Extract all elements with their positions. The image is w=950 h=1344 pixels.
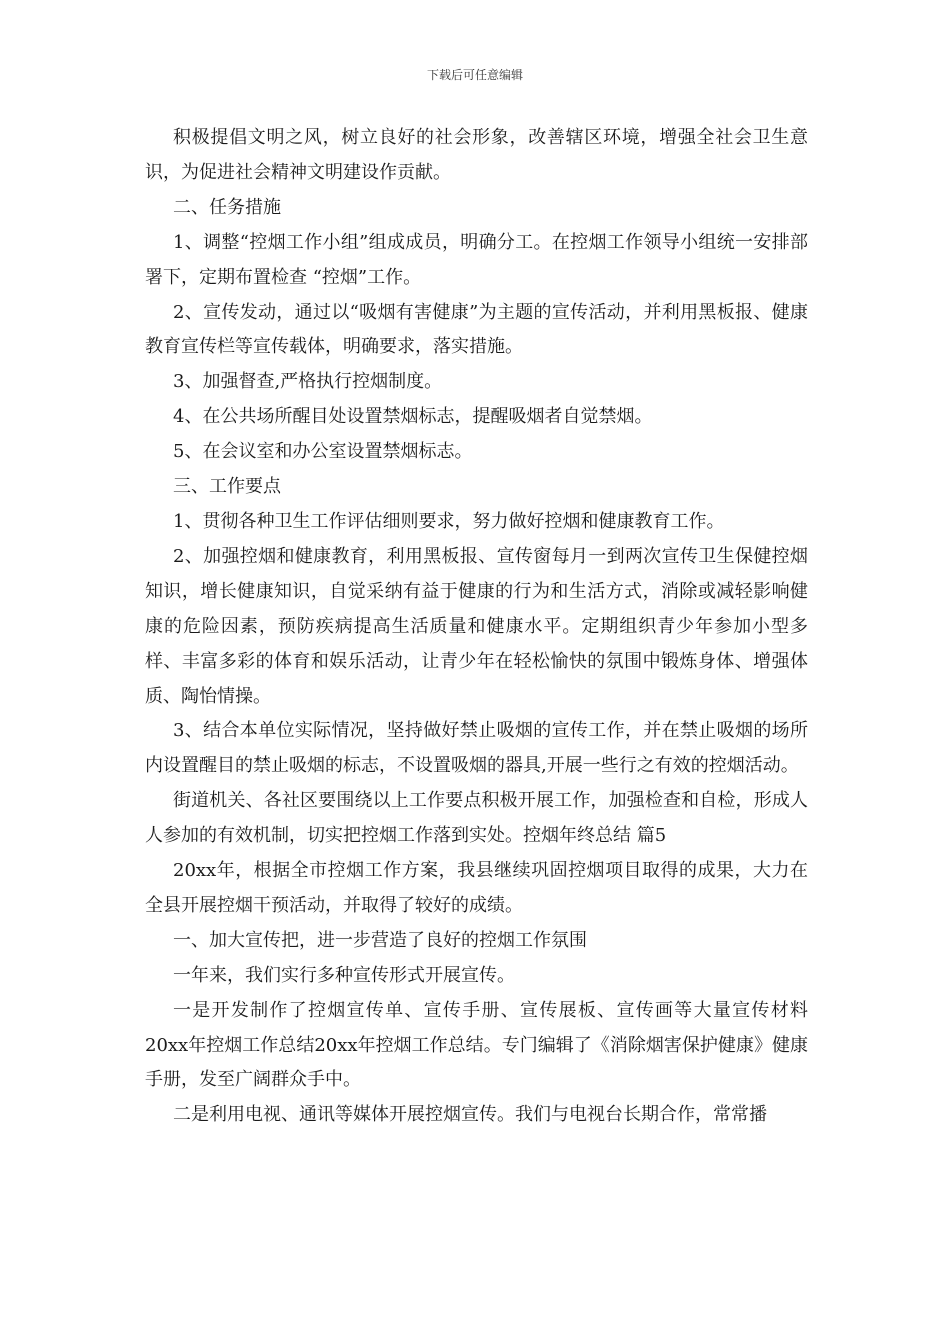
paragraph: 20xx年，根据全市控烟工作方案，我县继续巩固控烟项目取得的成果，大力在全县开展控烟干预活动，并取得了较好的成绩。 (145, 860, 808, 916)
paragraph: 3、加强督查,严格执行控烟制度。 (173, 371, 443, 393)
section-heading: 一、加大宣传把，进一步营造了良好的控烟工作氛围 (173, 929, 587, 951)
paragraph: 3、结合本单位实际情况，坚持做好禁止吸烟的宣传工作，并在禁止吸烟的场所内设置醒目的禁止吸烟的标志，不设置吸烟的器具,开展一些行之有效的控烟活动。 (145, 720, 808, 777)
document-body (145, 121, 808, 1133)
paragraph: 二是利用电视、通讯等媒体开展控烟宣传。我们与电视台长期合作，常常播 (173, 1104, 767, 1126)
paragraph: 街道机关、各社区要围绕以上工作要点积极开展工作，加强检查和自检，形成人人参加的有效机制，切实把控烟工作落到实处。控烟年终总结 篇5 (145, 790, 808, 847)
paragraph: 一是开发制作了控烟宣传单、宣传手册、宣传展板、宣传画等大量宣传材料20xx年控烟工作总结20xx年控烟工作总结。专门编辑了《消除烟害保护健康》健康手册，发至广阔群众手中。 (145, 999, 808, 1091)
paragraph: 1、贯彻各种卫生工作评估细则要求，努力做好控烟和健康教育工作。 (173, 510, 725, 532)
paragraph: 4、在公共场所醒目处设置禁烟标志，提醒吸烟者自觉禁烟。 (173, 406, 653, 428)
paragraph: 一年来，我们实行多种宣传形式开展宣传。 (173, 964, 515, 986)
paragraph: 2、宣传发动，通过以“吸烟有害健康”为主题的宣传活动，并利用黑板报、健康教育宣传栏等宣传载体，明确要求，落实措施。 (145, 301, 808, 358)
paragraph: 5、在会议室和办公室设置禁烟标志。 (173, 441, 473, 463)
paragraph: 2、加强控烟和健康教育，利用黑板报、宣传窗每月一到两次宣传卫生保健控烟知识，增长健康知识，自觉采纳有益于健康的行为和生活方式，消除或减轻影响健康的危险因素，预防疾病提高生活质量和健康水平。定期组织青少年参加小型多样、丰富多彩的体育和娱乐活动，让青少年在轻松愉快的氛围中锻炼身体、增强体质、陶怡情操。 (145, 545, 808, 707)
section-heading: 三、工作要点 (173, 476, 281, 498)
paragraph: 1、调整“控烟工作小组”组成成员，明确分工。在控烟工作领导小组统一安排部署下，定期布置检查 “控烟”工作。 (145, 231, 808, 288)
section-heading: 二、任务措施 (173, 196, 281, 218)
paragraph: 积极提倡文明之风，树立良好的社会形象，改善辖区环境，增强全社会卫生意识，为促进社会精神文明建设作贡献。 (145, 127, 808, 183)
page-header: 下载后可任意编辑 (426, 68, 523, 82)
